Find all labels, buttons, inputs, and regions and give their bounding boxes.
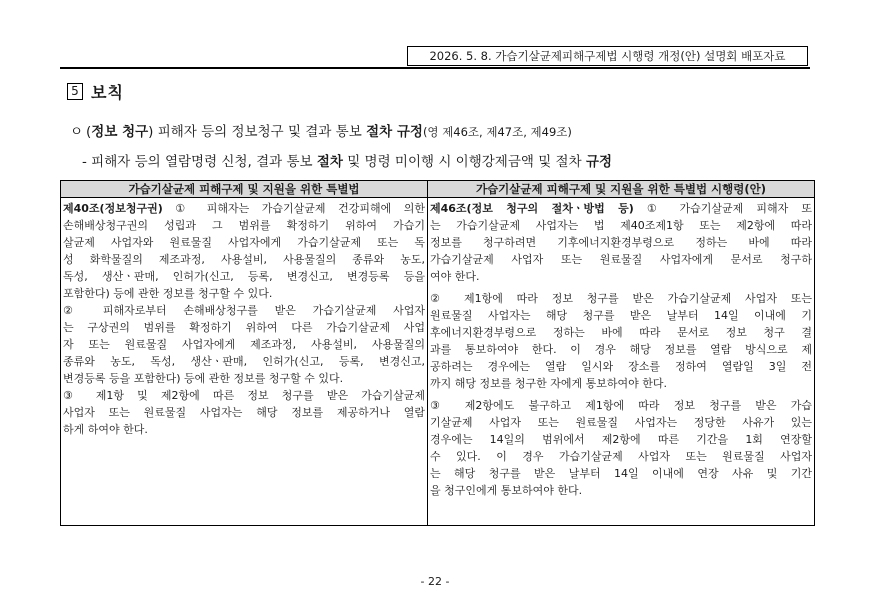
act-line: 살균제 사업자와 원료물질 사업자에게 가습기살균제 또는 독 xyxy=(63,236,425,249)
act-article-title: 제40조(정보청구권) xyxy=(63,202,163,215)
section-title: 보칙 xyxy=(91,83,124,102)
decree-line: 기살균제 사업자 또는 원료물질 사업자는 정당한 사유가 있는 xyxy=(430,416,812,429)
decree-line: 을 청구인에게 통보하여야 한다. xyxy=(430,484,583,497)
act-line: 성 화학물질의 제조과정, 사용설비, 사용물질의 종류와 농도, xyxy=(63,253,425,266)
decree-line: 수 있다. 이 경우 가습기살균제 사업자 또는 원료물질 사업자 xyxy=(430,450,812,463)
decree-line: 여야 한다. xyxy=(430,270,480,283)
decree-line: 후에너지환경부령으로 정하는 바에 따라 문서로 정보 청구 결 xyxy=(430,326,812,339)
act-line: ② 피해자로부터 손해배상청구를 받은 가습기살균제 사업자 xyxy=(63,304,425,317)
decree-line: 과를 통보하여야 한다. 이 경우 해당 정보를 열람 방식으로 제 xyxy=(430,343,812,356)
decree-line: 경우에는 14일의 범위에서 제2항에 따른 기간을 1회 연장할 xyxy=(430,433,812,446)
decree-line: 제46조(정보 청구의 절차ㆍ방법 등) ① 가습기살균제 피해자 또 xyxy=(430,202,812,215)
act-line: 변경등록 등을 포함한다) 등에 관한 정보를 청구할 수 있다. xyxy=(63,372,344,385)
sub-bullet xyxy=(82,150,612,170)
act-article-cell xyxy=(61,198,428,526)
document-header xyxy=(407,46,808,66)
bullet-text: 피해자 등의 정보청구 및 결과 통보 xyxy=(153,124,367,140)
decree-line: 까지 해당 정보를 청구한 자에게 통보하여야 한다. xyxy=(430,377,667,390)
header-divider xyxy=(60,67,810,69)
section-number: 5 xyxy=(67,83,83,100)
act-line: 는 구상권의 범위를 확정하기 위하여 다른 가습기살균제 사업 xyxy=(63,321,425,334)
sub-prefix: - 피해자 등의 열람명령 신청, 결과 통보 xyxy=(82,154,317,170)
decree-line: 는 해당 청구를 받은 날부터 14일 이내에 연장 사유 및 기간 xyxy=(430,467,812,480)
decree-line: ③ 제2항에도 불구하고 제1항에 따라 정보 청구를 받은 가습 xyxy=(430,399,812,412)
bullet-summary xyxy=(70,120,572,140)
sub-middle: 및 명령 미이행 시 이행강제금액 및 절차 xyxy=(342,154,586,170)
comparison-table xyxy=(60,180,815,526)
act-line: 사업자 또는 원료물질 사업자는 해당 정보를 제공하거나 열람 xyxy=(63,406,425,419)
decree-paragraph-2 xyxy=(430,290,812,392)
act-line: 종류와 농도, 독성, 생산ㆍ판매, 인허가(신고, 등록, 변경신고, xyxy=(63,355,425,368)
header-act: 가습기살균제 피해구제 및 지원을 위한 특별법 xyxy=(61,181,428,198)
decree-paragraph-3 xyxy=(430,397,812,499)
act-line: 포함한다) 등에 관한 정보를 청구할 수 있다. xyxy=(63,287,273,300)
act-line: ③ 제1항 및 제2항에 따른 정보 청구를 받은 가습기살균제 xyxy=(63,389,425,402)
decree-line: ② 제1항에 따라 정보 청구를 받은 가습기살균제 사업자 또는 xyxy=(430,292,812,305)
page-number: - 22 - xyxy=(420,575,450,588)
header-title: 2026. 5. 8. 가습기살균제피해구제법 시행령 개정(안) 설명회 배포자료 xyxy=(429,49,786,63)
decree-line: 원료물질 사업자는 해당 청구를 받은 날부터 14일 이내에 기 xyxy=(430,309,812,322)
bullet-close: ) xyxy=(148,124,154,140)
decree-article-title: 제46조(정보 청구의 절차ㆍ방법 등) xyxy=(430,202,634,215)
bullet-reference: (영 제46조, 제47조, 제49조) xyxy=(422,125,572,139)
sub-bold-procedure: 절차 xyxy=(316,154,343,170)
bullet-bold-tail: 절차 규정 xyxy=(366,124,423,140)
act-line: 독성, 생산ㆍ판매, 인허가(신고, 등록, 변경신고, 변경등록 등을 xyxy=(63,270,425,283)
bullet-marker: ㅇ xyxy=(70,124,84,140)
decree-article-cell xyxy=(428,198,815,526)
decree-paragraph-1 xyxy=(430,200,812,285)
sub-bold-regulation: 규정 xyxy=(585,154,613,170)
act-line: 자 또는 원료물질 사업자에게 제조과정, 사용설비, 사용물질의 xyxy=(63,338,425,351)
act-line: 제40조(정보청구권) ① 피해자는 가습기살균제 건강피해에 의한 xyxy=(63,202,425,215)
decree-line: 는 가습기살균제 사업자는 법 제40조제1항 또는 제2항에 따라 xyxy=(430,219,812,232)
section-heading xyxy=(67,80,124,103)
bullet-topic: 정보 청구 xyxy=(91,124,149,140)
bullet-open: ( xyxy=(86,124,92,140)
decree-line: 가습기살균제 사업자 또는 원료물질 사업자에게 문서로 청구하 xyxy=(430,253,812,266)
decree-line: 정보를 청구하려면 기후에너지환경부령으로 정하는 바에 따라 xyxy=(430,236,812,249)
act-line: 하게 하여야 한다. xyxy=(63,423,148,436)
decree-line: 공하려는 경우에는 열람 일시와 장소를 정하여 열람일 3일 전 xyxy=(430,360,812,373)
header-decree: 가습기살균제 피해구제 및 지원을 위한 특별법 시행령(안) xyxy=(428,181,815,198)
act-line: 손해배상청구권의 성립과 그 범위를 확정하기 위하여 가습기 xyxy=(63,219,425,232)
